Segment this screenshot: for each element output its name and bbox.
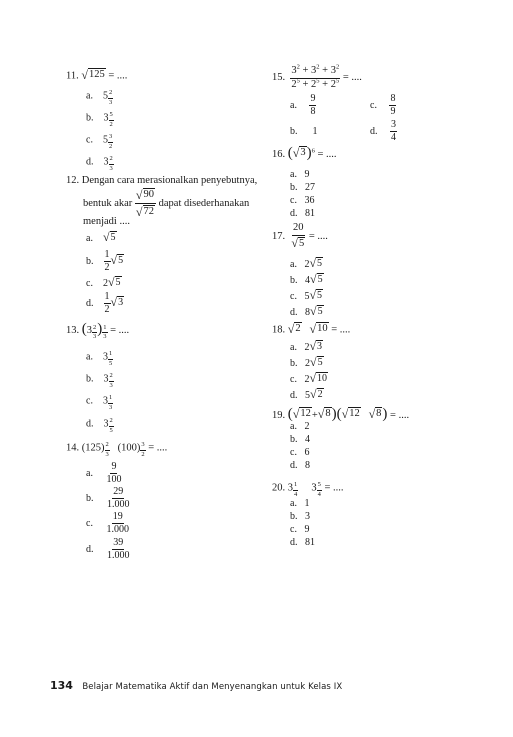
blank: = .... bbox=[110, 325, 130, 336]
option-13c: c. 3 $\frac{1}{3}$ bbox=[86, 394, 113, 411]
sqrt-expression: √ 125 bbox=[81, 67, 105, 82]
question-12-line-3: menjadi .... bbox=[83, 216, 130, 227]
blank: = .... bbox=[331, 324, 351, 336]
question-15: 15. $\frac{3^2 + 3^2 + 3^2}{2^5 + 2^5 + 2^5}$ = .... bbox=[272, 63, 362, 90]
option-17c: c. 5 √ 5 bbox=[290, 288, 323, 302]
question-number: 20. bbox=[272, 482, 286, 494]
option-19a: a. 2 bbox=[290, 421, 310, 432]
option-18d: d. 5 √ 2 bbox=[290, 387, 323, 401]
question-number: 19. bbox=[272, 410, 286, 421]
option-16a: a. 9 bbox=[290, 169, 310, 180]
question-20: 20. 3 $\frac{1}{4}$ 3 $\frac{5}{4}$ = .... bbox=[272, 481, 344, 498]
question-number: 16. bbox=[272, 149, 286, 160]
option-16d: d. 81 bbox=[290, 208, 315, 219]
option-19b: b. 4 bbox=[290, 434, 310, 445]
option-19d: d. 8 bbox=[290, 460, 310, 471]
option-19c: c. 6 bbox=[290, 447, 310, 458]
option-17a: a. 2 √ 5 bbox=[290, 256, 323, 270]
blank: = .... bbox=[317, 149, 337, 160]
option-11a: a. 5 $\frac{2}{3}$ bbox=[86, 89, 113, 106]
blank: = .... bbox=[108, 70, 128, 82]
question-18: 18. √ 2 √ 10 = .... bbox=[272, 321, 351, 336]
option-14d: d. $\frac{39}{1.000}$ bbox=[86, 537, 130, 561]
option-17b: b. 4 √ 5 bbox=[290, 272, 323, 286]
question-number: 15. bbox=[272, 72, 286, 84]
option-12d: d. $\frac{1}{2}$ √ 3 bbox=[86, 291, 124, 315]
option-16c: c. 36 bbox=[290, 195, 315, 206]
blank: = .... bbox=[324, 482, 344, 494]
option-18c: c. 2 √ 10 bbox=[290, 371, 328, 385]
page-footer bbox=[50, 680, 342, 693]
option-13b: b. 3 $\frac{2}{3}$ bbox=[86, 372, 113, 389]
option-18b: b. 2 √ 5 bbox=[290, 355, 323, 369]
option-14c: c. $\frac{19}{1.000}$ bbox=[86, 511, 129, 535]
option-17d: d. 8 √ 5 bbox=[290, 304, 323, 318]
option-13d: d. 3 $\frac{2}{5}$ bbox=[86, 417, 113, 434]
option-20c: c. 9 bbox=[290, 524, 310, 535]
question-16: 16. ( √ 3 )$^6$ = .... bbox=[272, 145, 337, 161]
blank: = .... bbox=[148, 442, 168, 454]
option-15a: a. $\frac{9}{8}$ bbox=[290, 93, 316, 117]
option-15d: d. $\frac{3}{4}$ bbox=[370, 119, 396, 143]
option-11d: d. 3 $\frac{2}{3}$ bbox=[86, 155, 113, 172]
book-title: Belajar Matematika Aktif dan Menyenangkan untuk Kelas IX bbox=[82, 682, 343, 692]
option-12c: c. 2 √ 5 bbox=[86, 275, 121, 289]
root-fraction: √ 90 √ 72 bbox=[135, 187, 154, 219]
question-number: 18. bbox=[272, 324, 286, 336]
option-11b: b. 3 $\frac{5}{2}$ bbox=[86, 111, 113, 128]
question-17: 17. 20 √ 5 = .... bbox=[272, 222, 328, 251]
option-11c: c. 5 $\frac{3}{2}$ bbox=[86, 133, 113, 150]
question-13: 13. (3 $\frac{2}{3}$ ) $\frac{1}{3}$ = .... bbox=[66, 321, 130, 340]
question-number: 13. bbox=[66, 325, 80, 336]
question-19: 19. ( √ 12 + √ 8 )( √ 12 √ 8 ) = .... bbox=[272, 406, 410, 422]
option-20b: b. 3 bbox=[290, 511, 310, 522]
option-14b: b. $\frac{29}{1.000}$ bbox=[86, 486, 130, 510]
question-12-line-1: 12. Dengan cara merasionalkan penyebutnya, bbox=[66, 175, 258, 186]
option-13a: a. 3 $\frac{1}{5}$ bbox=[86, 350, 113, 367]
option-14a: a. $\frac{9}{100}$ bbox=[86, 461, 122, 485]
question-14: 14. (125) $\frac{2}{3}$ (100) $\frac{3}{2}$ = .... bbox=[66, 441, 168, 458]
option-20d: d. 81 bbox=[290, 537, 315, 548]
blank: = .... bbox=[390, 410, 410, 421]
blank: = .... bbox=[308, 230, 328, 242]
option-15b: b. 1 bbox=[290, 126, 318, 137]
option-15c: c. $\frac{8}{9}$ bbox=[370, 93, 396, 117]
option-20a: a. 1 bbox=[290, 498, 310, 509]
question-number: 12. bbox=[66, 175, 80, 186]
option-12b: b. $\frac{1}{2}$ √ 5 bbox=[86, 249, 124, 273]
option-16b: b. 27 bbox=[290, 182, 315, 193]
option-12a: a. √ 5 bbox=[86, 230, 116, 244]
question-number: 11. bbox=[66, 70, 79, 82]
question-number: 14. bbox=[66, 442, 80, 454]
option-18a: a. 2 √ 3 bbox=[290, 339, 323, 353]
blank: = .... bbox=[342, 72, 362, 84]
question-number: 17. bbox=[272, 230, 286, 242]
question-12-line-2: bentuk akar √ 90 √ 72 dapat disederhanakan bbox=[83, 187, 250, 219]
page-number: 134 bbox=[50, 679, 73, 692]
